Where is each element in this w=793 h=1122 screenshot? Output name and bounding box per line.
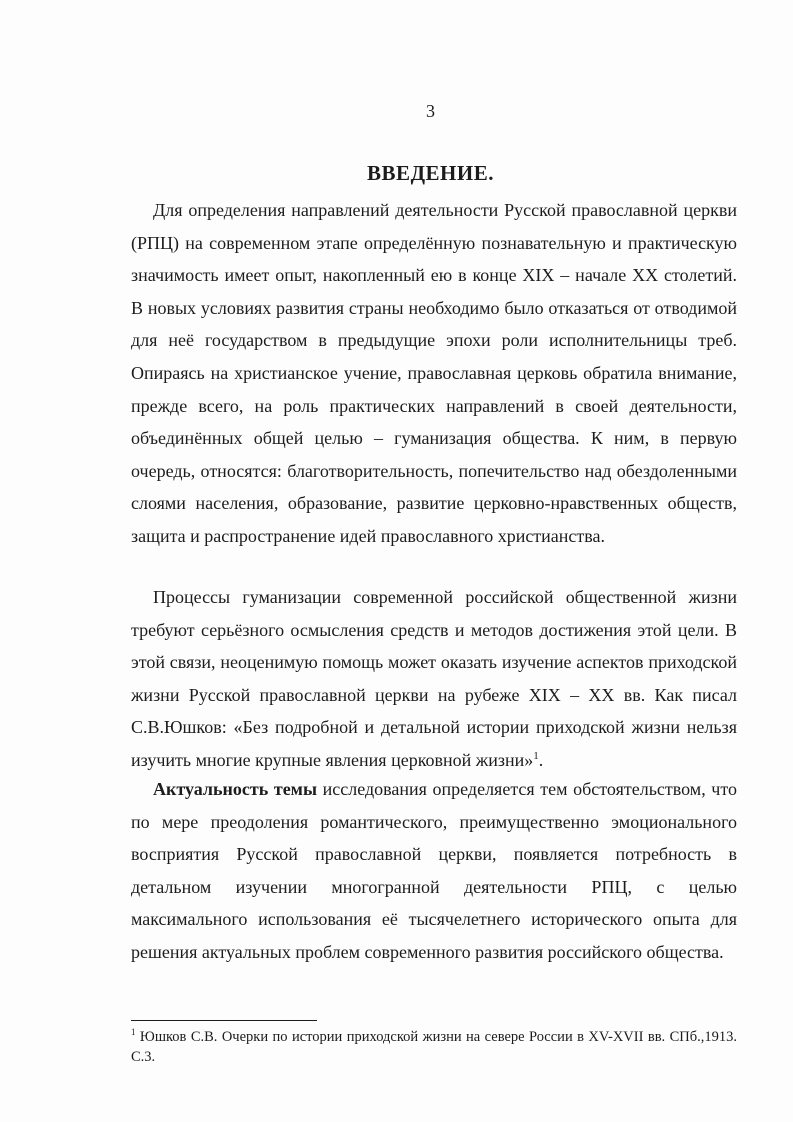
- footnote-reference: 1: [533, 749, 539, 762]
- bold-lead-term: Актуальность темы: [153, 779, 317, 799]
- paragraph-text: Процессы гуманизации современной российской общественной жизни требуют серьёзного осмысления средств и методов достижения этой цели. В этой связи, неоценимую помощь может оказать изучение аспектов приходской жизни Русской православной церкви на рубеже XIX – XX вв. Как писал С.В.Юшков: «Без подробной и детальной истории приходской жизни нельзя изучить многие крупные явления церковной жизни»: [131, 587, 737, 770]
- paragraph-text: исследования определяется тем обстоятельством, что по мере преодоления романтического, преимущественно эмоционального восприятия Русской православной церкви, появляется потребность в детальном изучении многогранной деятельности РПЦ, с целью максимального использования её тысячелетнего исторического опыта для решения актуальных проблем современного развития российского общества.: [131, 779, 737, 962]
- paragraph-intro: [131, 194, 737, 553]
- paragraph-relevance: [131, 773, 737, 969]
- footnote: [131, 1027, 737, 1067]
- footnote-marker: 1: [131, 1027, 136, 1038]
- footnote-text: Юшков С.В. Очерки по истории приходской жизни на севере России в XV-XVII вв. СПб.,1913. С.3.: [131, 1029, 737, 1065]
- section-heading: ВВЕДЕНИЕ.: [367, 161, 494, 185]
- paragraph-tail: .: [538, 749, 544, 770]
- paragraph-text: Для определения направлений деятельности Русской православной церкви (РПЦ) на современном этапе определённую познавательную и практическую значимость имеет опыт, накопленный ею в конце XIX – начале XX столетий. В новых условиях развития страны необходимо было отказаться от отводимой для неё государством в предыдущие эпохи роли исполнительницы треб. Опираясь на христианское учение, православная церковь обратила внимание, прежде всего, на роль практических направлений в своей деятельности, объединённых общей целью – гуманизация общества. К ним, в первую очередь, относятся: благотворительность, попечительство над обездоленными слоями населения, образование, развитие церковно-нравственных обществ, защита и распространение идей православного христианства.: [131, 200, 737, 546]
- footnote-divider: [131, 1020, 317, 1021]
- paragraph-humanization: [131, 581, 737, 777]
- page-number: 3: [426, 101, 435, 121]
